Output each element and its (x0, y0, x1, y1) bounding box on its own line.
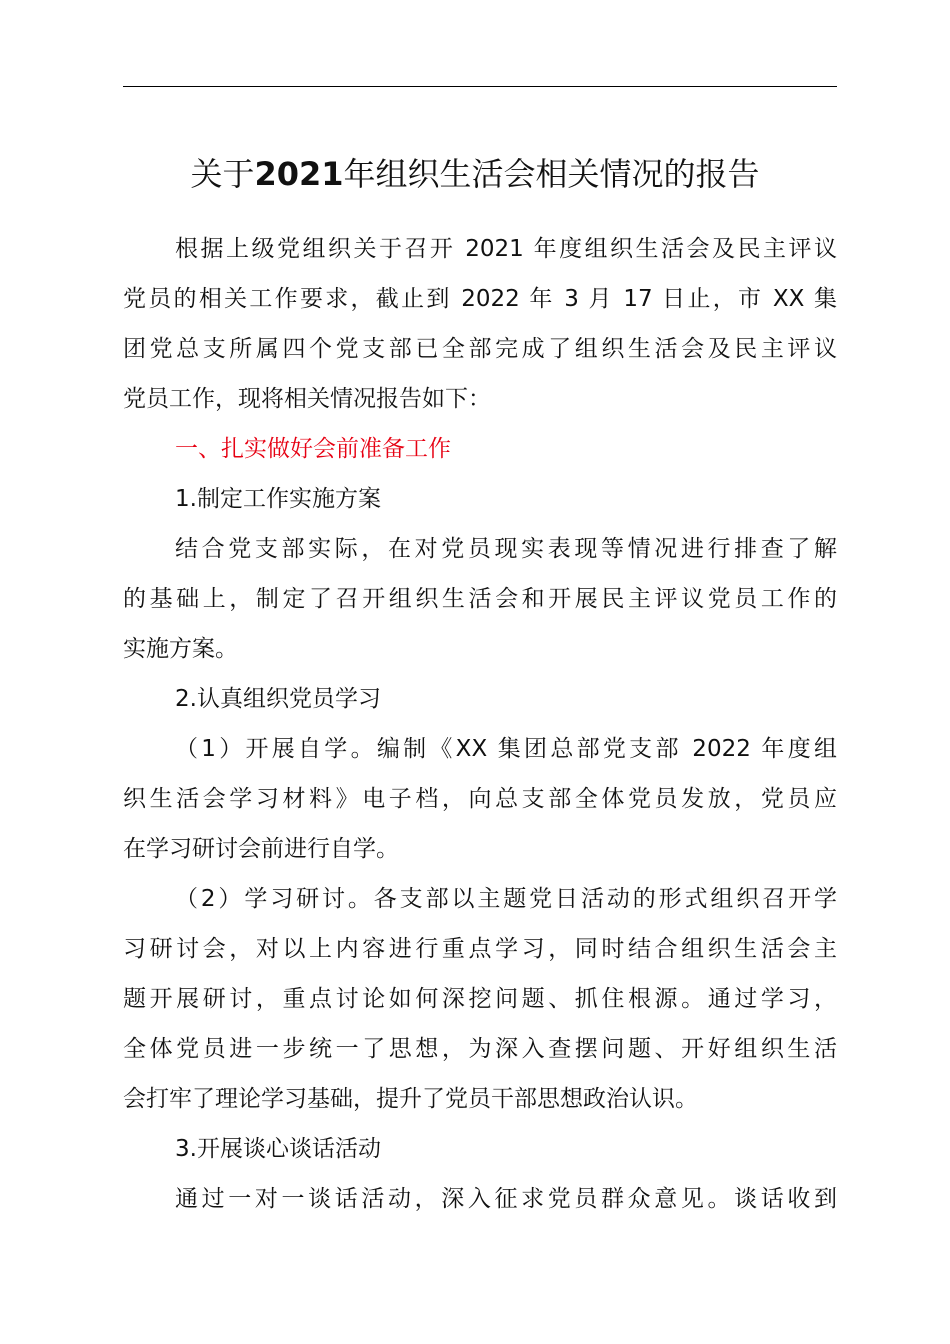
subsection-2-item-2-line-2: 习研讨会，对以上内容进行重点学习，同时结合组织生活会主 (123, 936, 837, 962)
subsection-1-line-1: 结合党支部实际，在对党员现实表现等情况进行排查了解 (175, 536, 837, 562)
subsection-2-item-1-line-3: 在学习研讨会前进行自学。 (123, 836, 399, 862)
subsection-2-item-2-line-3: 题开展研讨，重点讨论如何深挖问题、抓住根源。通过学习， (123, 986, 837, 1012)
subsection-1-heading: 1.制定工作实施方案 (175, 486, 381, 512)
title-prefix: 关于 (190, 155, 255, 193)
section-1-heading: 一、扎实做好会前准备工作 (175, 436, 451, 462)
document-title (0, 148, 950, 200)
subsection-2-item-2-line-4: 全体党员进一步统一了思想，为深入查摆问题、开好组织生活 (123, 1036, 837, 1062)
title-suffix: 年组织生活会相关情况的报告 (343, 155, 760, 193)
subsection-1-line-3: 实施方案。 (123, 636, 238, 662)
subsection-1-line-2: 的基础上，制定了召开组织生活会和开展民主评议党员工作的 (123, 586, 837, 612)
intro-line-4: 党员工作，现将相关情况报告如下： (123, 386, 491, 412)
title-year: 2021 (254, 155, 344, 193)
subsection-2-item-2-line-5: 会打牢了理论学习基础，提升了党员干部思想政治认识。 (123, 1086, 698, 1112)
header-rule (123, 86, 837, 87)
subsection-2-item-1-line-1: （1）开展自学。编制《XX 集团总部党支部 2022 年度组 (175, 736, 837, 762)
subsection-3-heading: 3.开展谈心谈话活动 (175, 1136, 381, 1162)
subsection-2-heading: 2.认真组织党员学习 (175, 686, 381, 712)
intro-line-1: 根据上级党组织关于召开 2021 年度组织生活会及民主评议 (175, 236, 837, 262)
subsection-3-line-1: 通过一对一谈话活动，深入征求党员群众意见。谈话收到 (175, 1186, 837, 1212)
intro-line-2: 党员的相关工作要求，截止到 2022 年 3 月 17 日止，市 XX 集 (123, 286, 837, 312)
subsection-2-item-2-line-1: （2）学习研讨。各支部以主题党日活动的形式组织召开学 (175, 886, 837, 912)
intro-line-3: 团党总支所属四个党支部已全部完成了组织生活会及民主评议 (123, 336, 837, 362)
subsection-2-item-1-line-2: 织生活会学习材料》电子档，向总支部全体党员发放，党员应 (123, 786, 837, 812)
